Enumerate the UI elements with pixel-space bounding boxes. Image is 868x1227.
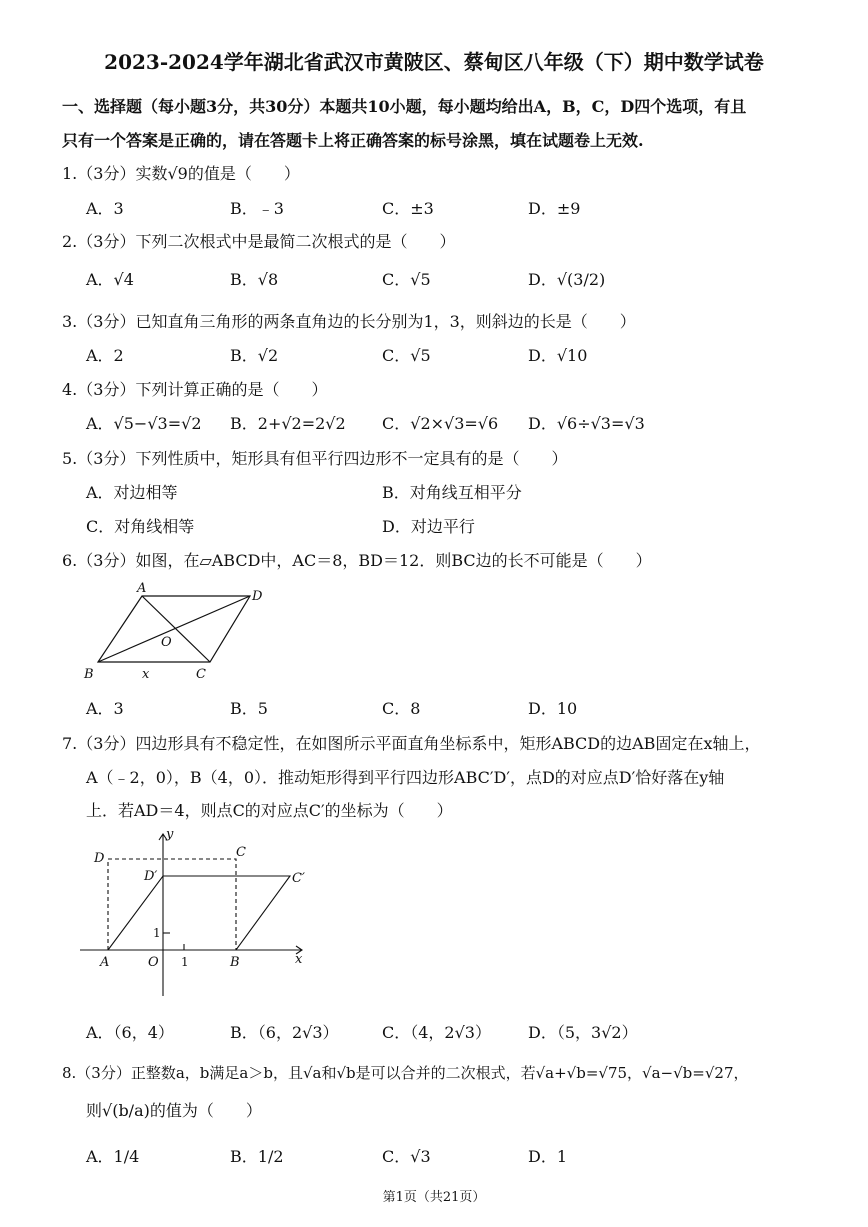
question-8-option-d: D．1: [528, 1147, 568, 1166]
question-3-option-c: C．√5: [382, 346, 431, 365]
question-6-option-d: D．10: [528, 699, 578, 718]
coordinate-figure: [80, 826, 320, 1004]
page-footer: 第1页（共21页）: [382, 1190, 486, 1205]
question-7-stem-line3: 上．若AD＝4，则点C的对应点C′的坐标为（ ）: [86, 801, 453, 820]
point-d-prime-label: D′: [144, 869, 158, 884]
question-1-stem: 1.（3分）实数√9的值是（ ）: [62, 164, 300, 183]
question-7-stem-line2: A（﹣2，0），B（4，0）．推动矩形得到平行四边形ABC′D′，点D的对应点D′恰好落在y轴: [86, 768, 725, 787]
vertex-a-label: A: [137, 581, 147, 596]
question-1-option-b: B．﹣3: [230, 199, 284, 218]
vertex-d-label: D: [252, 589, 263, 604]
question-4-stem: 4.（3分）下列计算正确的是（ ）: [62, 380, 328, 399]
y-tick-one-label: 1: [153, 926, 161, 940]
center-o-label: O: [161, 635, 172, 650]
question-1-option-c: C．±3: [382, 199, 434, 218]
point-a-label: A: [100, 955, 110, 970]
question-7-option-d: D．（5，3√2）: [528, 1023, 638, 1042]
question-5-option-a: A．对边相等: [86, 483, 178, 502]
question-7-option-a: A．（6，4）: [86, 1023, 174, 1042]
question-6-option-a: A．3: [86, 699, 124, 718]
question-8-stem-line1: 8.（3分）正整数a，b满足a＞b，且√a和√b是可以合并的二次根式，若√a+√b=√75，√a−√b=√27，: [62, 1064, 749, 1082]
vertex-b-label: B: [84, 667, 94, 682]
question-3-option-a: A．2: [86, 346, 124, 365]
page-title: 2023-2024学年湖北省武汉市黄陂区、蔡甸区八年级（下）期中数学试卷: [104, 50, 764, 74]
question-7-option-c: C．（4，2√3）: [382, 1023, 491, 1042]
vertex-c-label: C: [196, 667, 206, 682]
question-3-option-d: D．√10: [528, 346, 588, 365]
question-7-option-b: B．（6，2√3）: [230, 1023, 339, 1042]
question-2-option-b: B．√8: [230, 270, 279, 289]
y-axis-label: y: [166, 827, 174, 842]
x-axis-label: x: [295, 952, 303, 967]
question-6-option-b: B．5: [230, 699, 268, 718]
parallelogram-figure: [80, 578, 280, 688]
question-2-option-a: A．√4: [86, 270, 134, 289]
question-8-stem-line2: 则√(b/a)的值为（ ）: [86, 1101, 262, 1120]
question-6-option-c: C．8: [382, 699, 421, 718]
question-7-stem-line1: 7.（3分）四边形具有不稳定性，在如图所示平面直角坐标系中，矩形ABCD的边AB固定在x轴上，: [62, 734, 761, 753]
question-2-option-c: C．√5: [382, 270, 431, 289]
question-5-option-b: B．对角线互相平分: [382, 483, 522, 502]
question-4-option-d: D．√6÷√3=√3: [528, 414, 645, 433]
question-4-option-a: A．√5−√3=√2: [86, 414, 202, 433]
section-instructions-line2: 只有一个答案是正确的，请在答题卡上将正确答案的标号涂黑，填在试题卷上无效.: [62, 131, 644, 150]
question-5-option-c: C．对角线相等: [86, 517, 195, 536]
question-2-stem: 2.（3分）下列二次根式中是最简二次根式的是（ ）: [62, 232, 456, 251]
point-d-label: D: [94, 851, 105, 866]
question-4-option-b: B．2+√2=2√2: [230, 414, 346, 433]
question-2-option-d: D．√(3/2): [528, 270, 606, 289]
question-8-option-b: B．1/2: [230, 1147, 284, 1166]
question-5-stem: 5.（3分）下列性质中，矩形具有但平行四边形不一定具有的是（ ）: [62, 449, 568, 468]
side-x-label: x: [142, 667, 150, 682]
section-instructions-line1: 一、选择题（每小题3分，共30分）本题共10小题，每小题均给出A，B，C，D四个选项，有且: [62, 97, 747, 116]
question-8-option-c: C．√3: [382, 1147, 431, 1166]
point-b-label: B: [230, 955, 240, 970]
question-3-stem: 3.（3分）已知直角三角形的两条直角边的长分别为1，3，则斜边的长是（ ）: [62, 312, 636, 331]
point-c-label: C: [236, 845, 246, 860]
x-tick-one-label: 1: [181, 955, 189, 969]
question-1-option-a: A．3: [86, 199, 124, 218]
question-1-option-d: D．±9: [528, 199, 581, 218]
point-c-prime-label: C′: [292, 871, 305, 886]
question-5-option-d: D．对边平行: [382, 517, 475, 536]
question-6-stem: 6.（3分）如图，在▱ABCD中，AC＝8，BD＝12．则BC边的长不可能是（ ）: [62, 551, 652, 570]
origin-o-label: O: [148, 955, 159, 970]
question-4-option-c: C．√2×√3=√6: [382, 414, 499, 433]
question-3-option-b: B．√2: [230, 346, 279, 365]
question-8-option-a: A．1/4: [86, 1147, 140, 1166]
